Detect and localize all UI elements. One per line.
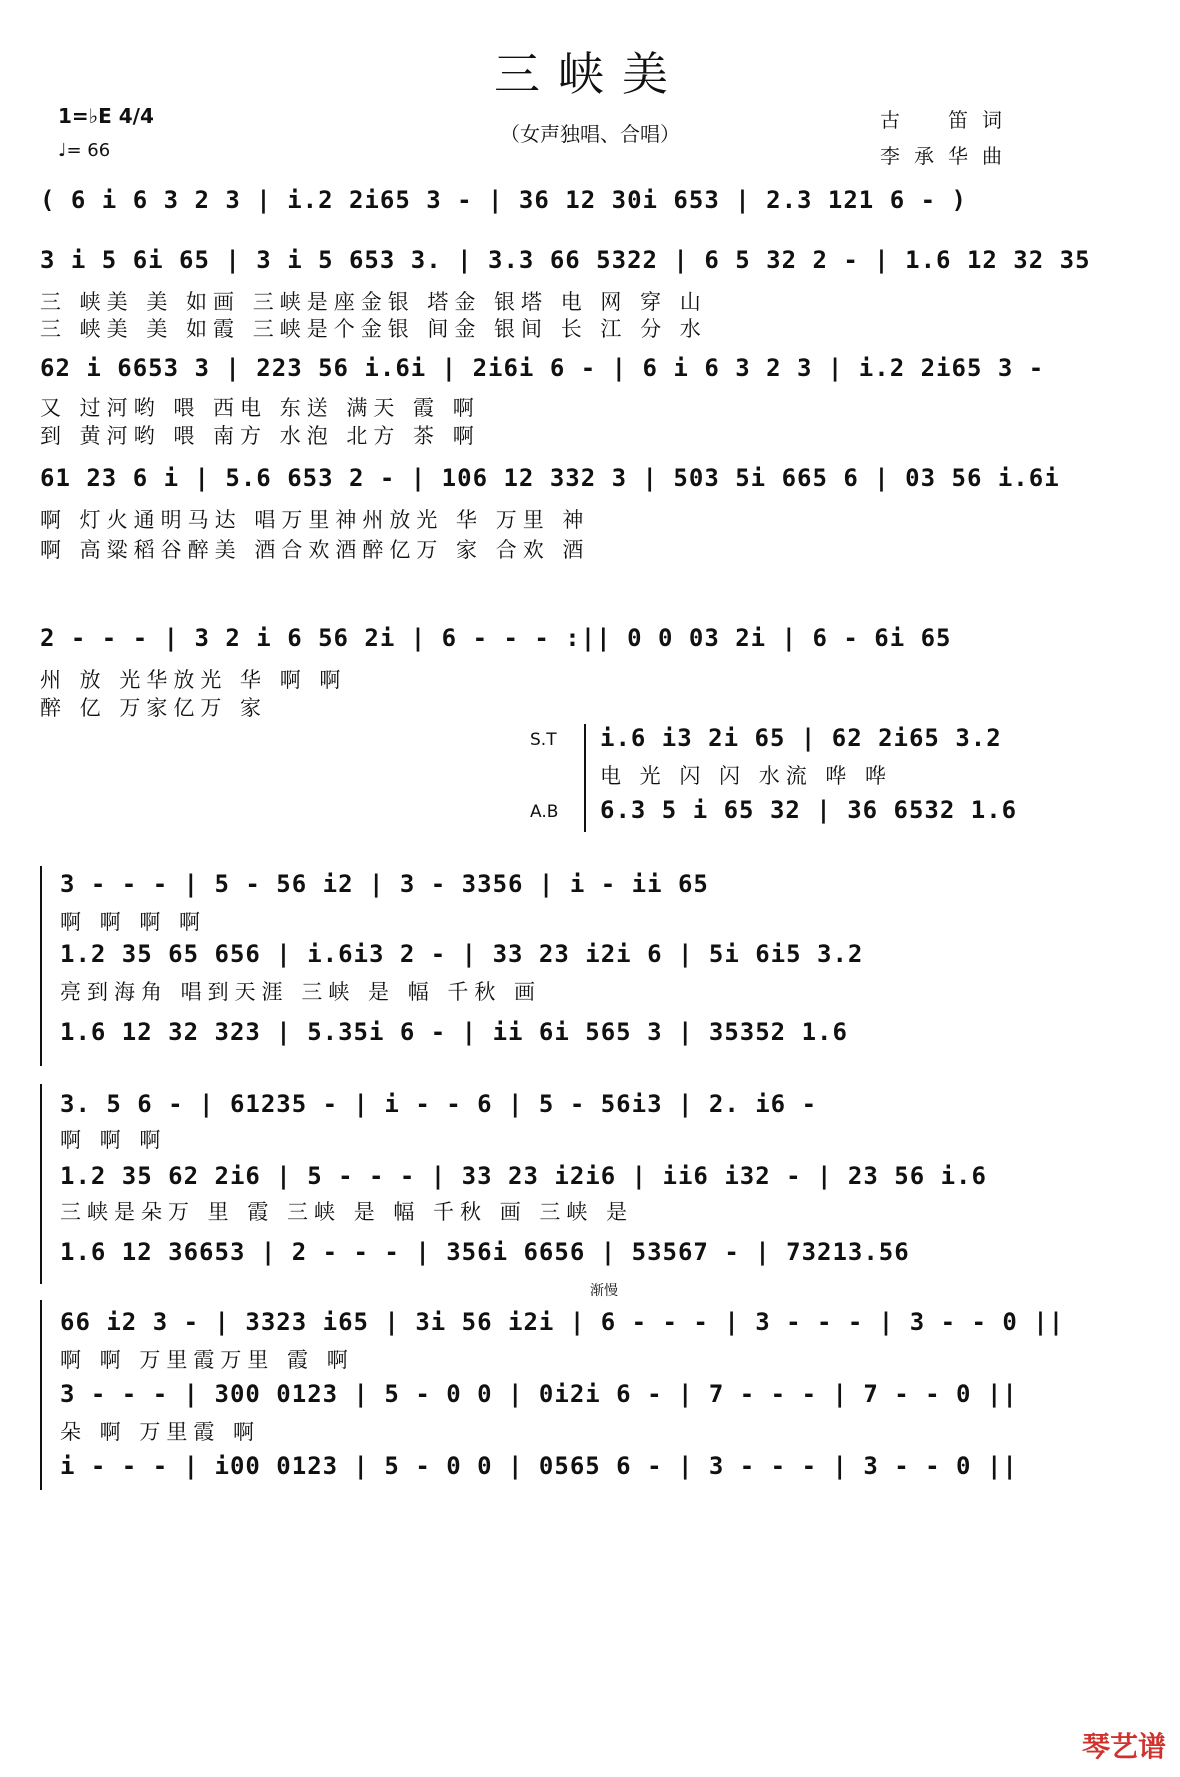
score-line-9: 1.6 12 32 323 | 5.35i 6 - | ii 6i 565 3 | 35352 1.6 [60,1018,848,1046]
score-line-4: 61 23 6 i | 5.6 653 2 - | 106 12 332 3 | 503 5i 665 6 | 03 56 i.6i [40,464,1060,492]
tempo-marking: ♩= 66 [58,140,111,161]
score-line-st: i.6 i3 2i 65 | 62 2i65 3.2 [600,724,1002,752]
subtitle: （女声独唱、合唱） [500,122,680,146]
lyric-line-11: 三峡是朵万 里 霞 三峡 是 幅 千秋 画 三峡 是 [60,1200,634,1224]
score-line-12: 1.6 12 36653 | 2 - - - | 356i 6656 | 53567 - | 73213.56 [60,1238,910,1266]
lyricist-credit: 古 笛词 [880,108,1016,132]
score-line-13: 66 i2 3 - | 3323 i65 | 3i 56 i2i | 6 - - - | 3 - - - | 3 - - 0 || [60,1308,1065,1336]
score-line-2: 3 i 5 6i 65 | 3 i 5 653 3. | 3.3 66 5322 | 6 5 32 2 - | 1.6 12 32 35 [40,246,1091,274]
lyric-verse-2: 到 黄河哟 喂 南方 水泡 北方 茶 啊 [40,424,480,448]
lyric-verse-1: 州 放 光华放光 华 啊 啊 [40,668,347,692]
score-line-10: 3. 5 6 - | 61235 - | i - - 6 | 5 - 56i3 | 2. i6 - [60,1090,818,1118]
key-signature: 1=♭E 4/4 [58,104,154,128]
score-line-15: i - - - | i00 0123 | 5 - 0 0 | 0565 6 - | 3 - - - | 3 - - 0 || [60,1452,1018,1480]
score-line-7: 3 - - - | 5 - 56 i2 | 3 - 3356 | i - ii 65 [60,870,709,898]
lyric-line-14: 朵 啊 万里霞 啊 [60,1420,261,1444]
voice-label-st: S.T [530,730,557,750]
lyric-verse-2: 三 峡美 美 如霞 三峡是个金银 间金 银间 长 江 分 水 [40,317,707,341]
lyric-line-13: 啊 啊 万里霞万里 霞 啊 [60,1348,354,1372]
score-line-8: 1.2 35 65 656 | i.6i3 2 - | 33 23 i2i 6 | 5i 6i5 3.2 [60,940,864,968]
score-line-11: 1.2 35 62 2i6 | 5 - - - | 33 23 i2i6 | ii6 i32 - | 23 56 i.6 [60,1162,987,1190]
lyric-line-10: 啊 啊 啊 [60,1128,167,1152]
system-bracket [40,1084,42,1284]
lyric-verse-1: 三 峡美 美 如画 三峡是座金银 塔金 银塔 电 网 穿 山 [40,290,707,314]
lyric-verse-2: 啊 高粱稻谷醉美 酒合欢酒醉亿万 家 合欢 酒 [40,538,590,562]
lyric-verse-2: 醉 亿 万家亿万 家 [40,696,268,720]
watermark-logo: 琴艺谱 [1081,1730,1166,1763]
system-bracket [40,1300,42,1490]
lyric-line-7: 啊 啊 啊 啊 [60,910,207,934]
lyric-verse-1: 啊 灯火通明马达 唱万里神州放光 华 万里 神 [40,508,590,532]
score-line-14: 3 - - - | 300 0123 | 5 - 0 0 | 0i2i 6 - | 7 - - - | 7 - - 0 || [60,1380,1018,1408]
lyric-st: 电 光 闪 闪 水流 哗 哗 [600,764,893,788]
lyric-line-8: 亮到海角 唱到天涯 三峡 是 幅 千秋 画 [60,980,542,1004]
lyric-verse-1: 又 过河哟 喂 西电 东送 满天 霞 啊 [40,396,480,420]
system-bracket [40,866,42,1066]
score-line-1: ( 6 i 6 3 2 3 | i.2 2i65 3 - | 36 12 30i 653 | 2.3 121 6 - ) [40,186,967,214]
tempo-change-mark: 渐慢 [590,1283,618,1299]
system-bracket [584,724,586,832]
page-title: 三峡美 [494,47,686,101]
score-line-ab: 6.3 5 i 65 32 | 36 6532 1.6 [600,796,1018,824]
voice-label-ab: A.B [530,802,559,822]
score-line-3: 62 i 6653 3 | 223 56 i.6i | 2i6i 6 - | 6 i 6 3 2 3 | i.2 2i65 3 - [40,354,1045,382]
composer-credit: 李承华曲 [880,144,1016,168]
score-line-5: 2 - - - | 3 2 i 6 56 2i | 6 - - - :|| 0 0 03 2i | 6 - 6i 65 [40,624,952,652]
